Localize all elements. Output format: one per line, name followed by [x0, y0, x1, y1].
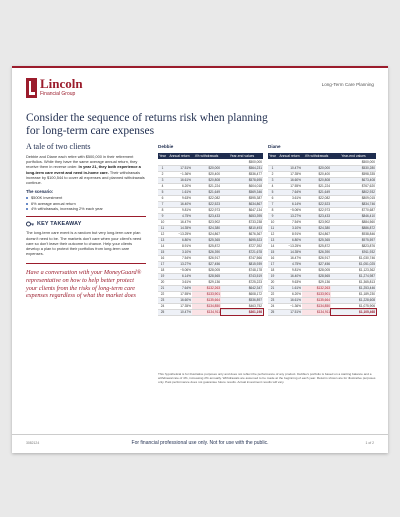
table-cell: $536,477 — [221, 171, 263, 177]
scenario-item: 4% withdrawals, increasing 2% each year — [26, 206, 146, 211]
col-header-return: Annual return — [277, 153, 302, 159]
table-cell: 3.10% — [277, 225, 302, 231]
callout-text: Have a conversation with your MoneyGuard® representative on how to help better protect your clients from the risks of long-term care expenses regardless of what the market does — [26, 263, 146, 299]
table-cell: 25 — [268, 309, 277, 315]
table-cell: 17.35% — [167, 303, 192, 309]
table-cell: 3.10% — [167, 249, 192, 255]
table-cell: 17.55% — [277, 183, 302, 189]
table-cell: 21 — [268, 285, 277, 291]
table-cell: 7.54% — [167, 255, 192, 261]
key-takeaway-text: The long-term care event is a random but very long-term care plan doesn't need to be. The markets don't care when your client's need care so don't leave their outcome to chance. Help your clients develop a plan to protect their portfolios from long-term care expenses. — [26, 230, 142, 257]
table-cell: $1,274,987 — [331, 273, 376, 279]
table-row — [158, 309, 263, 315]
table-cell: $802,932 — [331, 189, 376, 195]
table-cell: $24,380 — [302, 225, 331, 231]
table-cell: $134,850 — [192, 303, 221, 309]
table-cell: $653,395 — [221, 213, 263, 219]
intro-bold: In year 21, they both experience a long-term care event and need in-home care. — [26, 164, 141, 175]
table-cell: $911,932 — [331, 249, 376, 255]
footnote: This hypothetical is for illustrative purposes only and does not reflect the performance of any product. Debbie's portfolio is based on a starting balance and a withdrawal rate of 4%, increasing 2% annually. Withdrawals are assumed to be made at the beginning of each year. Returns shown are for illustrative purposes only. Past performance does not guarantee future results. Actual investment results will vary. — [158, 372, 376, 385]
table-cell: $20,000 — [302, 165, 331, 171]
table-cell: $595,387 — [221, 195, 263, 201]
scenario-title: The scenario: — [26, 189, 54, 195]
table-cell: $133,901 — [302, 291, 331, 297]
table-cell: $834,746 — [331, 201, 376, 207]
table-cell: 17.35% — [277, 171, 302, 177]
table-cell: 6.20% — [167, 183, 192, 189]
table-cell: $135,664 — [192, 297, 221, 303]
debbie-name: Debbie — [158, 144, 174, 149]
table-cell: $24,867 — [192, 231, 221, 237]
table-cell: $748,178 — [221, 267, 263, 273]
table-cell: 25 — [158, 309, 167, 315]
document-page — [12, 66, 388, 453]
table-cell: $27,456 — [302, 261, 331, 267]
table-cell: $25,872 — [192, 243, 221, 249]
table-cell: $133,901 — [192, 291, 221, 297]
table-cell: 1.61% — [167, 189, 192, 195]
table-cell: $727,392 — [221, 243, 263, 249]
table-cell: $608,172 — [221, 291, 263, 297]
logo-word: Lincoln — [40, 76, 83, 91]
table-cell: 12 — [268, 231, 277, 237]
table-cell: 4 — [268, 183, 277, 189]
table-cell: 21 — [158, 285, 167, 291]
table-cell: 17.55% — [167, 291, 192, 297]
table-cell: 14 — [158, 243, 167, 249]
table-cell: $21,224 — [302, 183, 331, 189]
table-cell: $27,456 — [192, 261, 221, 267]
table-cell: $733,238 — [221, 219, 263, 225]
key-icon — [26, 220, 34, 228]
table-cell: 20 — [158, 279, 167, 285]
table-cell: $132,263 — [302, 285, 331, 291]
table-cell: 6.14% — [277, 201, 302, 207]
page-footer — [12, 434, 388, 453]
table-cell: $725,223 — [221, 279, 263, 285]
col-header-values: Year-end values — [221, 153, 263, 159]
table-cell: 22 — [158, 291, 167, 297]
table-cell: $28,005 — [192, 267, 221, 273]
table-cell: $26,390 — [192, 249, 221, 255]
intro-text-2: Their withdrawals increase by $100,544 to cover all expenses and planned withdrawals continue. — [26, 169, 145, 186]
table-cell: $884,560 — [331, 219, 376, 225]
table-cell: 11 — [158, 225, 167, 231]
table-cell: 14 — [268, 243, 277, 249]
table-cell: 15 — [268, 249, 277, 255]
table-cell: $29,136 — [192, 279, 221, 285]
table-cell: 6.80% — [167, 237, 192, 243]
table-cell: $815,939 — [221, 261, 263, 267]
table-cell: 9.63% — [167, 195, 192, 201]
table-cell: 17 — [158, 261, 167, 267]
table-cell: $1,189,230 — [331, 291, 376, 297]
table-cell: 8 — [158, 207, 167, 213]
table-cell: 13.27% — [277, 213, 302, 219]
table-cell: 1 — [268, 165, 277, 171]
table-cell: 3 — [268, 177, 277, 183]
table-cell: 10.47% — [167, 309, 192, 315]
table-cell: $810,493 — [221, 225, 263, 231]
table-cell: $25,365 — [192, 237, 221, 243]
table-cell: $20,400 — [192, 171, 221, 177]
table-cell: 6 — [158, 195, 167, 201]
scenario-item: 6% average annual return — [26, 201, 146, 206]
table-cell: $21,224 — [192, 183, 221, 189]
table-cell: 1 — [158, 165, 167, 171]
table-cell: 16.40% — [167, 201, 192, 207]
col-header-values: Year-end values — [331, 153, 376, 159]
table-cell: $1,030,746 — [331, 255, 376, 261]
table-cell: $28,565 — [302, 273, 331, 279]
table-cell: $23,902 — [302, 219, 331, 225]
table-cell: −5.06% — [277, 207, 302, 213]
table-cell: 7 — [158, 201, 167, 207]
table-cell: 16.60% — [167, 297, 192, 303]
table-cell: $22,523 — [302, 201, 331, 207]
left-column — [26, 142, 146, 300]
table-cell: $361,198 — [221, 309, 263, 315]
table-cell: $28,565 — [192, 273, 221, 279]
table-cell: $22,082 — [192, 195, 221, 201]
table-cell: 16.60% — [277, 177, 302, 183]
table-cell: $647,134 — [221, 207, 263, 213]
key-takeaway-label: KEY TAKEAWAY — [37, 221, 82, 228]
table-cell: $21,649 — [192, 189, 221, 195]
diane-table — [268, 153, 376, 316]
table-cell: $23,433 — [192, 213, 221, 219]
comparison-tables — [158, 144, 376, 314]
table-cell: 7.64% — [277, 189, 302, 195]
table-cell: 2 — [268, 171, 277, 177]
document-tag: Long-Term Care Planning — [321, 82, 374, 87]
table-cell: $721,678 — [221, 249, 263, 255]
table-cell: $500,000 — [221, 159, 263, 165]
page-header — [12, 66, 388, 137]
table-cell: $24,867 — [302, 231, 331, 237]
table-cell: $642,347 — [221, 285, 263, 291]
col-header-year: Year — [159, 154, 166, 158]
table-cell: $20,000 — [192, 165, 221, 171]
table-cell: 4 — [158, 183, 167, 189]
table-cell: 17 — [268, 261, 277, 267]
table-cell: $747,566 — [221, 255, 263, 261]
logo-subtitle: Financial Group — [40, 91, 76, 97]
table-cell: $846,410 — [331, 213, 376, 219]
table-cell: $135,664 — [302, 297, 331, 303]
lincoln-logo-icon — [26, 78, 37, 98]
table-cell: 6.80% — [277, 237, 302, 243]
table-cell: 11 — [268, 225, 277, 231]
table-cell: $673,408 — [331, 177, 376, 183]
table-cell: $26,917 — [192, 255, 221, 261]
document-code: 3082124 — [26, 441, 40, 445]
table-cell: 9.63% — [277, 279, 302, 285]
table-cell: $695,523 — [221, 237, 263, 243]
table-cell: 6.14% — [167, 273, 192, 279]
table-cell: 13.27% — [167, 261, 192, 267]
table-cell: 1.61% — [277, 285, 302, 291]
table-cell: 24 — [158, 303, 167, 309]
table-cell: 19 — [158, 273, 167, 279]
table-cell: $20,400 — [302, 171, 331, 177]
table-cell: $743,519 — [221, 273, 263, 279]
table-names — [158, 144, 376, 152]
table-cell: $20,808 — [302, 177, 331, 183]
table-cell: 10.47% — [277, 165, 302, 171]
table-cell: 8.91% — [277, 231, 302, 237]
table-cell: $22,523 — [192, 201, 221, 207]
table-cell: $604,018 — [221, 183, 263, 189]
table-cell: $1,075,906 — [331, 303, 376, 309]
table-cell: 17.51% — [277, 309, 302, 315]
table-cell: $132,263 — [192, 285, 221, 291]
table-cell: 2 — [158, 171, 167, 177]
table-cell: 9 — [158, 213, 167, 219]
table-cell: $20,808 — [192, 177, 221, 183]
table-cell: $823,876 — [331, 243, 376, 249]
table-cell: 12 — [158, 231, 167, 237]
table-cell: 5 — [158, 189, 167, 195]
table-cell: 18 — [158, 267, 167, 273]
debbie-table — [158, 153, 263, 316]
table-cell: 14.35% — [167, 225, 192, 231]
table-cell: $1,228,608 — [331, 297, 376, 303]
table-cell: $770,687 — [331, 207, 376, 213]
table-cell: −1.36% — [277, 303, 302, 309]
lincoln-logo — [26, 77, 86, 107]
table-cell: $463,752 — [221, 303, 263, 309]
table-cell: $134,911 — [192, 309, 221, 315]
table-cell: 23 — [158, 297, 167, 303]
table-cell: $1,253,446 — [331, 285, 376, 291]
table-cell: 5 — [268, 189, 277, 195]
table-cell: 15 — [158, 249, 167, 255]
table-cell: 20 — [268, 279, 277, 285]
table-cell: $975,597 — [331, 237, 376, 243]
intro-text-1: Debbie and Diane each retire with $500,000 in their retirement portfolios. While they have the same average annual return, they receive them in reverse order. — [26, 154, 138, 170]
col-header-year: Year — [269, 154, 276, 158]
table-cell: 6 — [268, 195, 277, 201]
table-cell: $25,872 — [302, 243, 331, 249]
col-header-return: Annual return — [167, 153, 192, 159]
table-cell: 19 — [268, 273, 277, 279]
table-cell: 3 — [158, 177, 167, 183]
header-stripe — [12, 66, 388, 68]
table-cell: 16.61% — [277, 297, 302, 303]
table-cell: $22,973 — [192, 207, 221, 213]
table-cell: 9.81% — [277, 267, 302, 273]
table-cell: 9 — [268, 213, 277, 219]
table-cell: $22,973 — [302, 207, 331, 213]
table-cell: −5.06% — [167, 267, 192, 273]
table-cell: $23,902 — [192, 219, 221, 225]
diane-name: Diane — [268, 144, 281, 149]
scenario-item: $500K investment — [26, 195, 146, 200]
page-title: Consider the sequence of returns risk when planning for long-term care expenses — [26, 112, 268, 137]
table-cell: 23 — [268, 297, 277, 303]
table-cell: 16 — [158, 255, 167, 261]
table-cell: 9.81% — [167, 207, 192, 213]
table-cell: $24,380 — [192, 225, 221, 231]
table-cell: $1,365,813 — [331, 279, 376, 285]
table-cell: $29,136 — [302, 279, 331, 285]
table-cell: 16.40% — [277, 273, 302, 279]
table-cell: 16.47% — [167, 219, 192, 225]
col-header-withdrawals: 4% withdrawals — [192, 153, 221, 159]
table-cell: 8.91% — [167, 243, 192, 249]
table-cell: 16 — [268, 255, 277, 261]
table-cell: 13 — [268, 237, 277, 243]
table-cell: 8 — [268, 207, 277, 213]
col-header-withdrawals: 4% withdrawals — [302, 153, 331, 159]
table-row — [268, 309, 376, 315]
table-cell: $1,051,025 — [331, 261, 376, 267]
table-cell: $1,105,468 — [331, 309, 376, 315]
table-cell: 4.75% — [167, 213, 192, 219]
table-cell: 7.54% — [277, 219, 302, 225]
table-cell: $809,015 — [331, 195, 376, 201]
table-cell: 17.51% — [167, 165, 192, 171]
table-cell: 3.61% — [167, 279, 192, 285]
table-cell: $767,620 — [331, 183, 376, 189]
table-cell: $23,433 — [302, 213, 331, 219]
table-cell: 22 — [268, 291, 277, 297]
scenario-list — [26, 195, 146, 211]
table-cell: 14.35% — [277, 249, 302, 255]
table-cell: $676,367 — [221, 231, 263, 237]
table-cell: $530,280 — [331, 165, 376, 171]
table-cell: $134,850 — [302, 303, 331, 309]
table-cell: 13 — [158, 237, 167, 243]
page-number: 1 of 2 — [365, 441, 374, 445]
table-cell: $938,846 — [331, 231, 376, 237]
table-cell: $578,695 — [221, 177, 263, 183]
table-cell: $569,346 — [221, 189, 263, 195]
table-cell: $28,005 — [302, 267, 331, 273]
intro-paragraph — [26, 154, 146, 185]
table-cell: 18 — [268, 267, 277, 273]
table-cell: $564,231 — [221, 165, 263, 171]
table-cell: −13.25% — [167, 231, 192, 237]
table-cell: $1,123,362 — [331, 267, 376, 273]
table-cell: 10 — [268, 219, 277, 225]
table-cell: $134,911 — [302, 309, 331, 315]
table-cell: $26,390 — [302, 249, 331, 255]
table-cell: 7.64% — [167, 285, 192, 291]
table-cell: $26,917 — [302, 255, 331, 261]
table-cell: 16.47% — [277, 255, 302, 261]
table-cell: $500,000 — [331, 159, 376, 165]
table-cell: $886,872 — [331, 225, 376, 231]
disclaimer: For financial professional use only. Not for use with the public. — [131, 440, 269, 446]
table-cell: $536,897 — [221, 297, 263, 303]
table-cell: 16.61% — [167, 177, 192, 183]
table-cell: 10 — [158, 219, 167, 225]
table-cell: $598,335 — [331, 171, 376, 177]
table-cell: 24 — [268, 303, 277, 309]
key-takeaway-header — [26, 216, 146, 228]
table-cell: −13.25% — [277, 243, 302, 249]
section-heading: A tale of two clients — [26, 142, 91, 151]
table-cell: −1.36% — [167, 171, 192, 177]
table-cell: 3.61% — [277, 195, 302, 201]
table-cell: 4.75% — [277, 261, 302, 267]
table-cell: $21,649 — [302, 189, 331, 195]
table-cell: $22,082 — [302, 195, 331, 201]
table-cell: $634,867 — [221, 201, 263, 207]
table-cell: 7 — [268, 201, 277, 207]
table-cell: $25,365 — [302, 237, 331, 243]
table-cell: 6.20% — [277, 291, 302, 297]
